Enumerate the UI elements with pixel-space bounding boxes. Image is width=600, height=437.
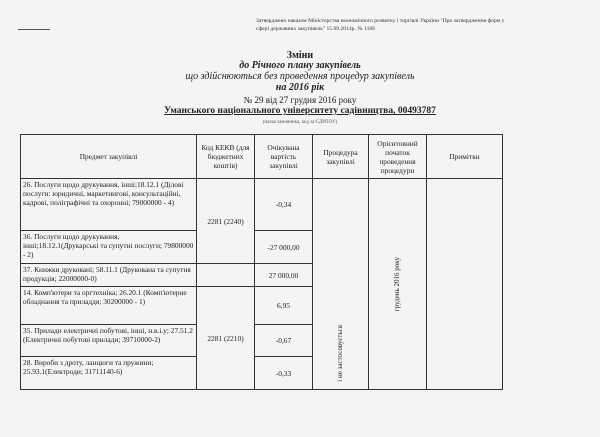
table-header-row: [21, 135, 503, 179]
notes-cell: [427, 179, 503, 390]
procurement-table: [20, 134, 503, 390]
doc-subtitle-2: що здійснюються без проведення процедур закупівель: [185, 71, 415, 82]
header-notes: Примітки: [427, 135, 503, 179]
kekv-cell-1: 2281 (2240): [197, 179, 255, 264]
row-subject: 36. Послуги щодо друкування, інші;18.12.1(Друкарські та супутні послуги; 79800000 - 2): [21, 231, 197, 264]
doc-title: Зміни: [286, 50, 314, 61]
kekv-empty: [197, 264, 255, 287]
customer-caption: (назва замовника, код за ЄДРПОУ): [262, 120, 338, 125]
header-procedure: Процедура закупівлі: [313, 135, 369, 179]
row-value: 6,95: [255, 287, 313, 325]
row-subject: 35. Прилади електричні побутові, інші, н.в.і.у; 27.51.2 (Електричні побутові прилади; 39710000-2): [21, 325, 197, 357]
doc-number-date: № 29 від 27 грудня 2016 року: [243, 95, 357, 105]
row-subject: 28. Вироби з дроту, ланцюги та пружини; 25.93.1(Електроди; 31711140-6): [21, 357, 197, 390]
row-subject: 26. Послуги щодо друкування, інші;18.12.1 (Ділові послуги: юридичні, маркетингові, консультаційні, кадрові, поліграфічні та охоронні; 79000000 - 4): [21, 179, 197, 231]
procedure-text: і не застосовується: [336, 325, 344, 382]
doc-subtitle: до Річного плану закупівель: [239, 60, 361, 71]
procedure-cell: [313, 179, 369, 390]
row-subject: 14. Комп'ютери та оргтехніка; 26.20.1 (Комп'ютерне обладнання та приладдя; 30200000 - 1): [21, 287, 197, 325]
row-value: -27 000,00: [255, 231, 313, 264]
approval-line-2: сфері державних закупівель" 15.09.2014р. № 1166: [256, 25, 375, 32]
start-cell: [369, 179, 427, 390]
row-value: 27 000,00: [255, 264, 313, 287]
start-text: грудень 2016 року: [393, 256, 401, 312]
row-subject: 37. Книжки друковані; 58.11.1 (Друкована та супутня продукція; 22000000-0): [21, 264, 197, 287]
customer-name: Уманського національного університету садівництва, 00493787: [164, 106, 436, 116]
scan-artifact-line: [18, 29, 50, 30]
header-kekv: Код КЕКВ (для бюджетних коштів): [197, 135, 255, 179]
header-subject: Предмет закупівлі: [21, 135, 197, 179]
approval-note: [256, 18, 576, 33]
approval-line-1: Затверджено наказом Міністерства економічного розвитку і торгівлі України "Про затвердження форм у: [256, 18, 505, 24]
header-value: Очікувана вартість закупівлі: [255, 135, 313, 179]
table-row: [21, 179, 503, 231]
row-value: -0,33: [255, 357, 313, 390]
row-value: -0,34: [255, 179, 313, 231]
kekv-cell-2: 2281 (2210): [197, 287, 255, 390]
doc-year: на 2016 рік: [275, 82, 325, 93]
header-start: Орієнтовний початок проведення процедури: [369, 135, 427, 179]
row-value: -0,67: [255, 325, 313, 357]
